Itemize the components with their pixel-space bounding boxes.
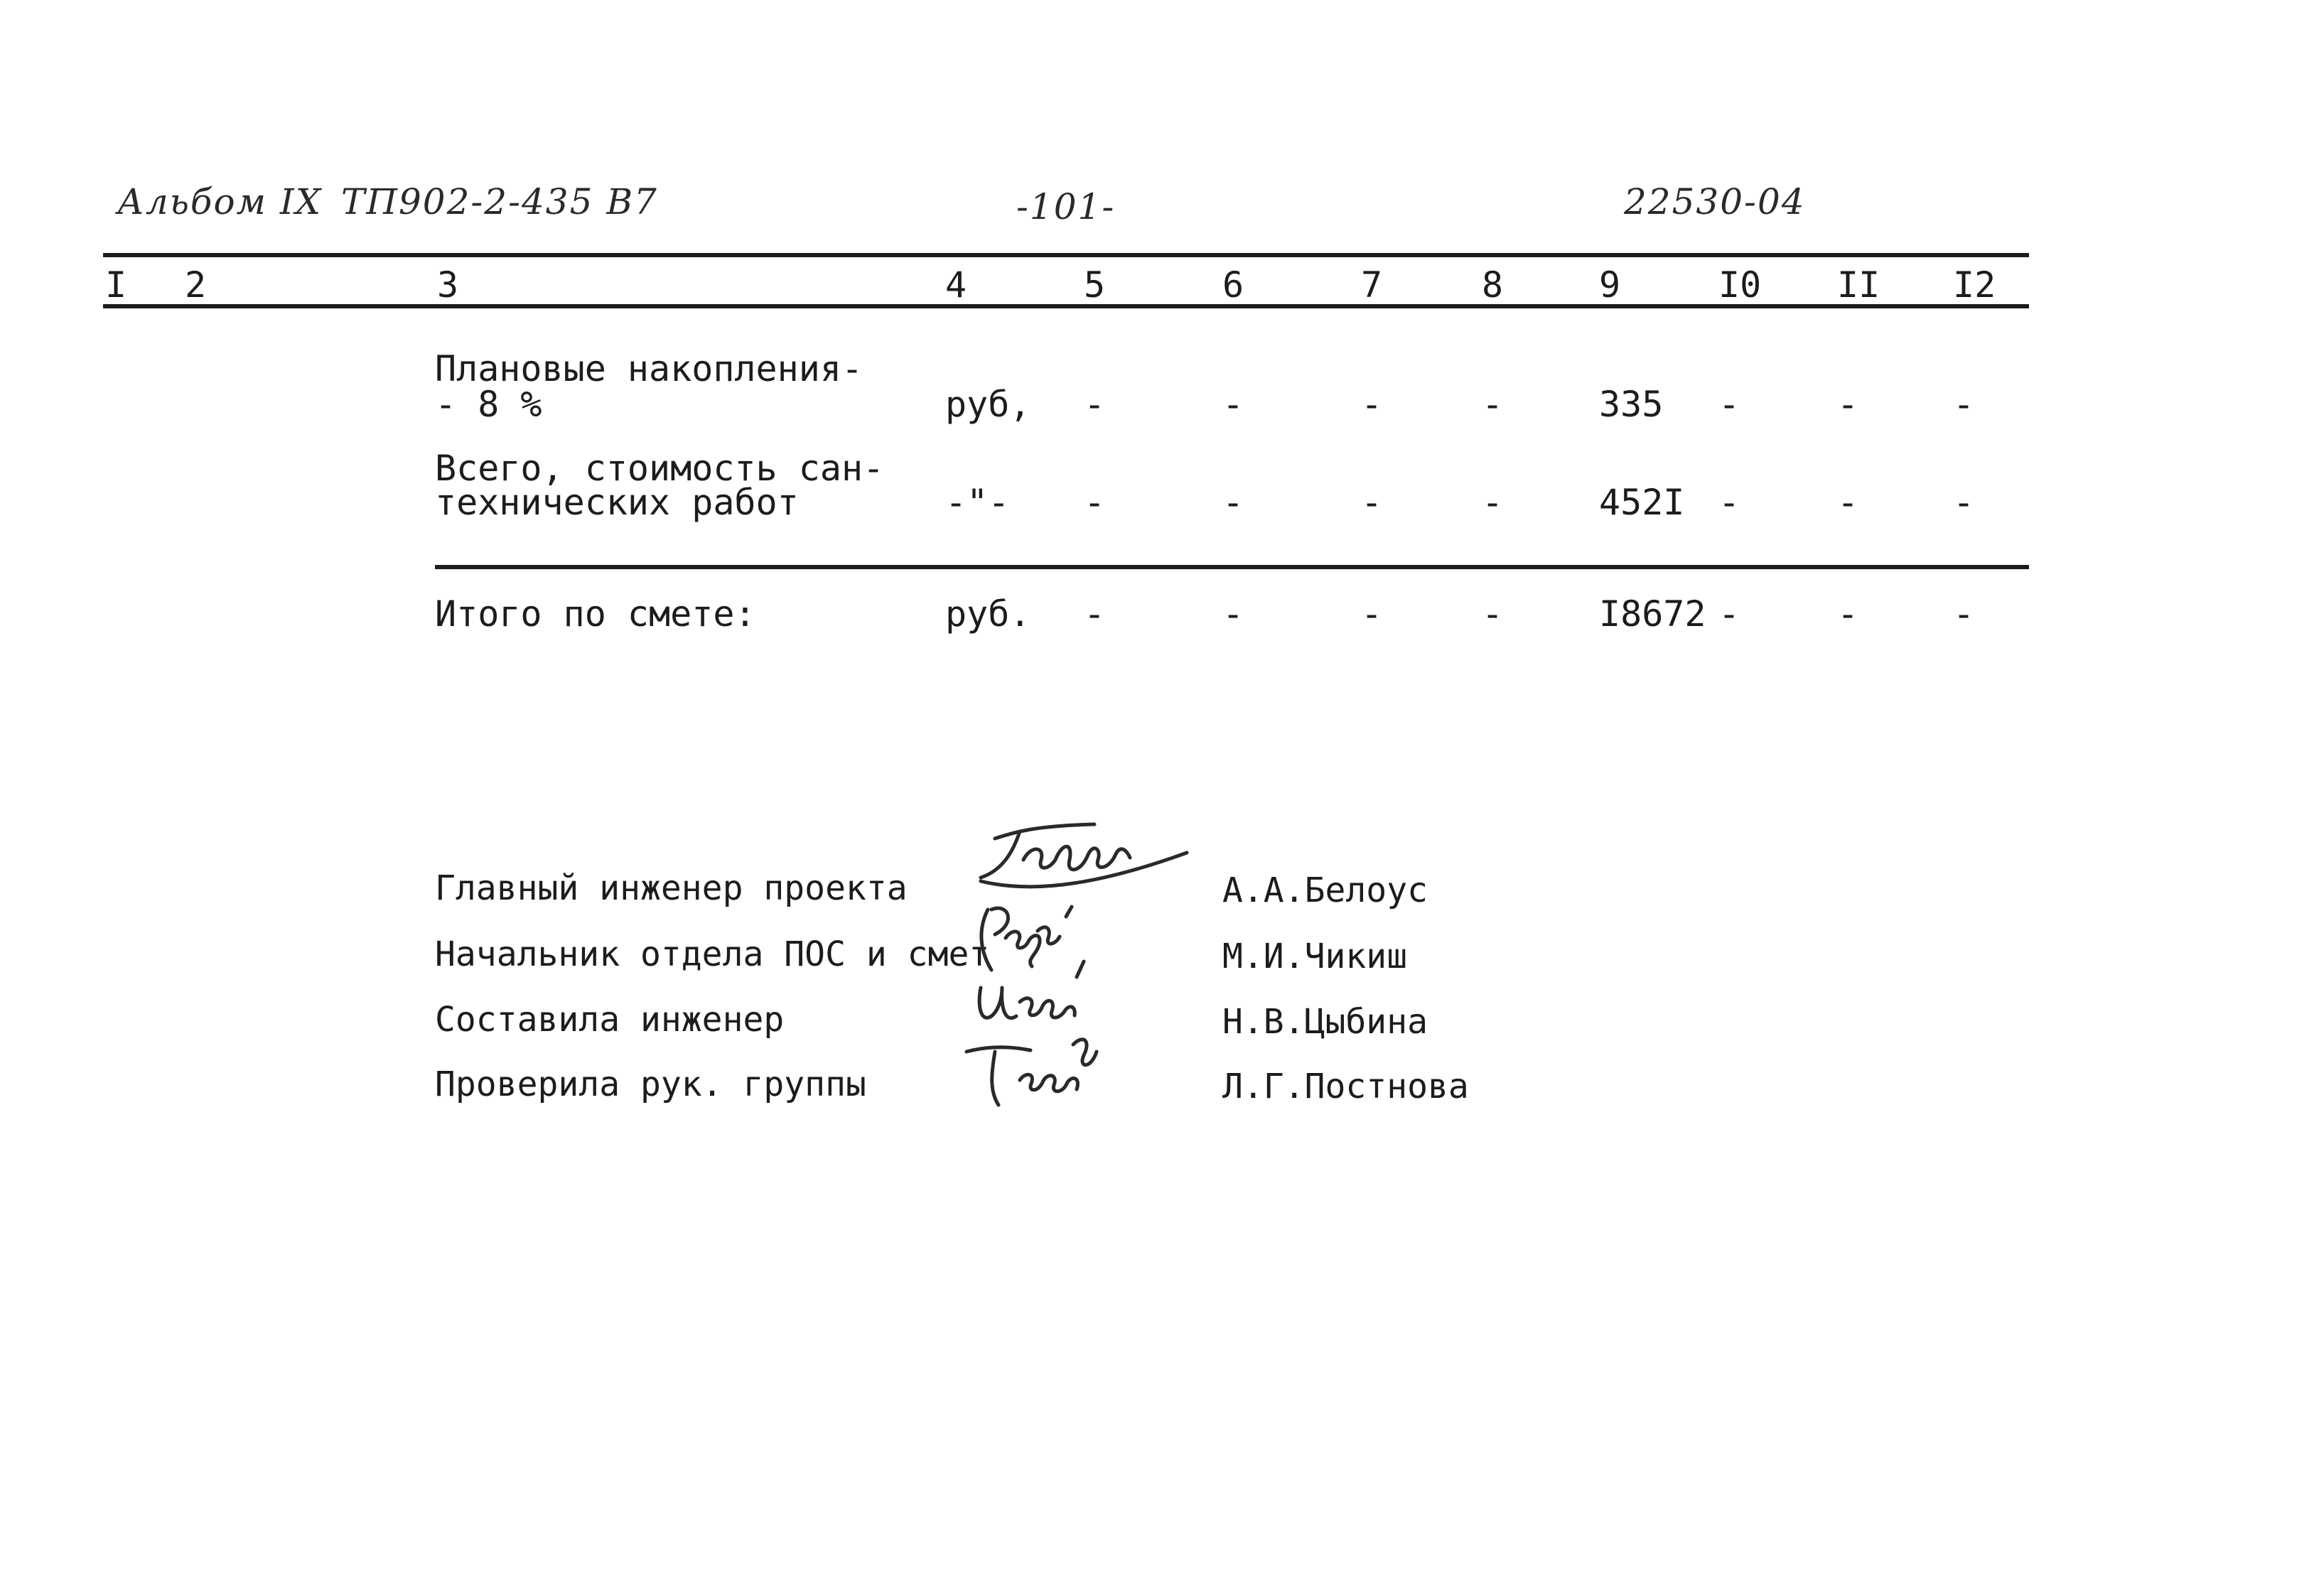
total-name: Итого по смете:	[435, 593, 756, 635]
col-header-4: 4	[945, 264, 967, 306]
row2-unit: -"-	[945, 482, 1010, 523]
col-header-10: I0	[1718, 264, 1762, 306]
col-header-2: 2	[185, 264, 207, 306]
signature-4-mark	[967, 1040, 1097, 1105]
row1-col7: -	[1361, 384, 1383, 425]
signer-4-position: Проверила рук. группы	[435, 1064, 866, 1104]
total-separator-rule	[435, 565, 2029, 569]
col-header-8: 8	[1482, 264, 1504, 306]
col-header-1: I	[105, 264, 127, 306]
row1-col5: -	[1084, 384, 1106, 425]
row2-name-line1: Всего, стоимость сан-	[435, 448, 885, 489]
row1-col10: -	[1718, 384, 1740, 425]
col-header-11: II	[1837, 264, 1880, 306]
project-code: ТП902-2-435 В7	[341, 181, 658, 222]
row2-col7: -	[1361, 482, 1383, 523]
signer-3-position: Составила инженер	[435, 1000, 785, 1040]
col-header-12: I2	[1953, 264, 1996, 306]
row2-col6: -	[1222, 482, 1244, 523]
row1-col11: -	[1837, 384, 1859, 425]
total-col10: -	[1718, 593, 1740, 635]
row1-name-line2: - 8 %	[435, 384, 542, 425]
total-col8: -	[1482, 593, 1504, 635]
signer-1-position: Главный инженер проекта	[435, 868, 908, 908]
col-header-7: 7	[1361, 264, 1383, 306]
col-header-6: 6	[1222, 264, 1244, 306]
row1-name-line1: Плановые накопления-	[435, 348, 863, 389]
signature-2-mark	[981, 907, 1072, 970]
total-unit: руб.	[945, 593, 1031, 635]
page-number: -101-	[1016, 186, 1116, 227]
row2-col5: -	[1084, 482, 1106, 523]
row1-col8: -	[1482, 384, 1504, 425]
signature-3-mark	[979, 961, 1084, 1018]
signer-3-name: Н.В.Цыбина	[1222, 1002, 1428, 1042]
signer-2-name: М.И.Чикиш	[1222, 937, 1408, 976]
total-col9: I8672	[1599, 593, 1706, 635]
col-header-9: 9	[1599, 264, 1621, 306]
total-col12: -	[1953, 593, 1975, 635]
col-header-5: 5	[1084, 264, 1106, 306]
row2-col8: -	[1482, 482, 1504, 523]
signer-2-position: Начальник отдела ПОС и смет	[435, 934, 990, 974]
document-number: 22530-04	[1624, 181, 1806, 222]
row1-col9: 335	[1599, 384, 1664, 425]
row1-unit: руб,	[945, 384, 1031, 425]
header-rule-top	[103, 253, 2029, 257]
signature-1-mark	[981, 824, 1187, 887]
total-col11: -	[1837, 593, 1859, 635]
row2-col11: -	[1837, 482, 1859, 523]
row1-col6: -	[1222, 384, 1244, 425]
row1-col12: -	[1953, 384, 1975, 425]
total-col7: -	[1361, 593, 1383, 635]
signer-4-name: Л.Г.Постнова	[1222, 1067, 1469, 1106]
album-label: Альбом IX	[117, 181, 323, 222]
row2-col12: -	[1953, 482, 1975, 523]
row2-col10: -	[1718, 482, 1740, 523]
total-col5: -	[1084, 593, 1106, 635]
col-header-3: 3	[437, 264, 459, 306]
row2-col9: 452I	[1599, 482, 1685, 523]
row2-name-line2: технических работ	[435, 482, 799, 523]
total-col6: -	[1222, 593, 1244, 635]
signer-1-name: А.А.Белоус	[1222, 870, 1428, 910]
signatures-graphic	[952, 810, 1222, 1165]
